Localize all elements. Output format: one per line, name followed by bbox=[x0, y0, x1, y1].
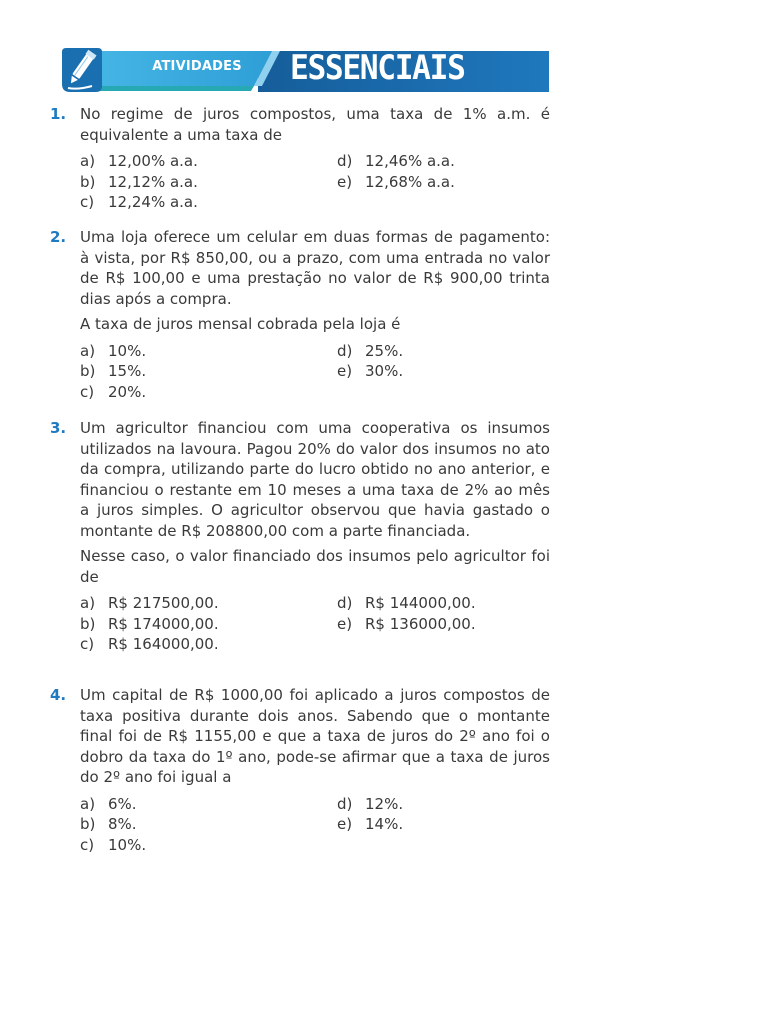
pencil-icon bbox=[58, 44, 104, 94]
question-2 bbox=[50, 227, 550, 402]
question-stem bbox=[80, 418, 550, 587]
option-letter: a) bbox=[80, 794, 96, 813]
question-1 bbox=[50, 104, 550, 213]
option-text: 12,24% a.a. bbox=[108, 193, 198, 211]
option-letter: d) bbox=[337, 341, 353, 360]
option-d bbox=[337, 794, 547, 815]
option-text: R$ 217500,00. bbox=[108, 594, 219, 612]
option-text: 25%. bbox=[365, 341, 404, 360]
question-number: 1. bbox=[50, 105, 67, 123]
option-c bbox=[80, 382, 337, 403]
option-b bbox=[80, 614, 337, 635]
option-letter: c) bbox=[80, 635, 95, 653]
banner-label-atividades: ATIVIDADES bbox=[152, 59, 242, 74]
option-letter: d) bbox=[337, 594, 353, 612]
option-text: 10%. bbox=[108, 835, 147, 854]
option-text: 12,00% a.a. bbox=[108, 152, 198, 170]
option-letter: c) bbox=[80, 193, 95, 211]
option-text: 10%. bbox=[108, 341, 147, 360]
option-a bbox=[80, 151, 337, 172]
option-text: R$ 164000,00. bbox=[108, 635, 219, 653]
option-text: 12,46% a.a. bbox=[365, 152, 455, 170]
option-text: 14%. bbox=[365, 815, 404, 833]
question-3 bbox=[50, 418, 550, 655]
question-number: 2. bbox=[50, 228, 67, 246]
option-a bbox=[80, 794, 337, 815]
question-text: Um capital de R$ 1000,00 foi aplicado a juros compostos de taxa positiva durante dois anos. Sabendo que o montante final foi de R$ 1155,00 e que a taxa de juros do 2º ano foi o dobro da taxa do 1º ano, pode-se afirmar que a taxa de juros do 2º ano foi igual a bbox=[80, 686, 550, 786]
answer-options bbox=[80, 794, 550, 856]
question-number: 4. bbox=[50, 686, 67, 704]
question-stem bbox=[80, 104, 550, 145]
option-e bbox=[337, 814, 547, 835]
option-e bbox=[337, 172, 547, 193]
option-d bbox=[337, 593, 547, 614]
option-e bbox=[337, 614, 547, 635]
option-a bbox=[80, 341, 337, 362]
banner-title-essenciais: ESSENCIAIS bbox=[290, 48, 465, 88]
option-letter: b) bbox=[80, 172, 96, 191]
option-text: 15%. bbox=[108, 362, 147, 380]
question-4 bbox=[50, 685, 550, 855]
option-b bbox=[80, 172, 337, 193]
option-letter: c) bbox=[80, 835, 95, 854]
question-prompt: A taxa de juros mensal cobrada pela loja é bbox=[80, 315, 401, 333]
option-c bbox=[80, 192, 337, 213]
option-letter: d) bbox=[337, 152, 353, 170]
option-e bbox=[337, 361, 547, 382]
option-text: 6%. bbox=[108, 794, 137, 813]
answer-options bbox=[80, 593, 550, 655]
question-text: Uma loja oferece um celular em duas formas de pagamento: à vista, por R$ 850,00, ou a prazo, com uma entrada no valor de R$ 100,00 e uma prestação no valor de R$ 900,00 trinta dias após a compra. bbox=[80, 228, 550, 308]
option-letter: b) bbox=[80, 362, 96, 380]
option-letter: b) bbox=[80, 815, 96, 833]
question-text: Um agricultor financiou com uma cooperativa os insumos utilizados na lavoura. Pagou 20% do valor dos insumos no ato da compra, utilizando parte do lucro obtido no ano anterior, e financiou o restante em 10 meses a uma taxa de 2% ao mês a juros simples. O agricultor observou que havia gastado o montante de R$ 208800,00 com a parte financiada. bbox=[80, 419, 550, 540]
option-text: 8%. bbox=[108, 815, 137, 833]
option-letter: a) bbox=[80, 594, 96, 612]
option-b bbox=[80, 361, 337, 382]
option-text: 12%. bbox=[365, 794, 404, 813]
option-text: 30%. bbox=[365, 362, 404, 380]
option-letter: e) bbox=[337, 815, 353, 833]
answer-options bbox=[80, 341, 550, 403]
option-text: R$ 174000,00. bbox=[108, 614, 219, 633]
question-text: No regime de juros compostos, uma taxa de 1% a.m. é equivalente a uma taxa de bbox=[80, 105, 550, 144]
option-letter: d) bbox=[337, 794, 353, 813]
option-text: 20%. bbox=[108, 382, 147, 401]
option-letter: a) bbox=[80, 341, 96, 360]
option-text: 12,12% a.a. bbox=[108, 172, 198, 191]
option-d bbox=[337, 151, 547, 172]
option-letter: e) bbox=[337, 172, 353, 191]
option-letter: a) bbox=[80, 152, 96, 170]
question-prompt: Nesse caso, o valor financiado dos insumos pelo agricultor foi de bbox=[80, 547, 550, 586]
option-b bbox=[80, 814, 337, 835]
option-letter: b) bbox=[80, 614, 96, 633]
option-letter: e) bbox=[337, 614, 353, 633]
option-c bbox=[80, 634, 337, 655]
option-d bbox=[337, 341, 547, 362]
question-stem bbox=[80, 685, 550, 788]
section-banner bbox=[58, 46, 549, 92]
option-letter: e) bbox=[337, 362, 353, 380]
question-number: 3. bbox=[50, 419, 67, 437]
answer-options bbox=[80, 151, 550, 213]
option-a bbox=[80, 593, 337, 614]
question-stem bbox=[80, 227, 550, 335]
option-text: 12,68% a.a. bbox=[365, 172, 455, 191]
option-c bbox=[80, 835, 337, 856]
option-text: R$ 136000,00. bbox=[365, 614, 476, 633]
option-text: R$ 144000,00. bbox=[365, 594, 476, 612]
option-letter: c) bbox=[80, 382, 95, 401]
